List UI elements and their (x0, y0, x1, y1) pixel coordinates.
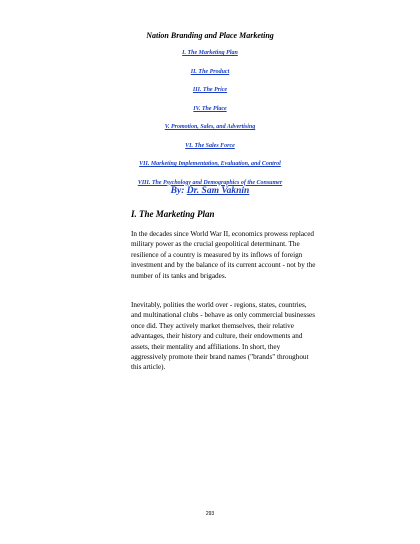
byline (0, 186, 420, 196)
table-of-contents (0, 48, 420, 196)
page-number: 293 (205, 511, 215, 517)
body-paragraph: In the decades since World War II, economics prowess replaced military power as the crucial geopolitical determinant. The resilience of a country is measured by its inflows of foreign investment and by the balance of its current account - not by the number of its tanks and brigades. (131, 230, 316, 280)
toc-item (0, 48, 420, 67)
toc-link-psychology[interactable]: VIII. The Psychology and Demographics of the Consumer (137, 179, 283, 186)
toc-link-sales-force[interactable]: VI. The Sales Force (185, 142, 235, 149)
toc-link-promotion[interactable]: V. Promotion, Sales, and Advertising (164, 124, 256, 130)
toc-item (0, 141, 420, 160)
toc-link-price[interactable]: III. The Price (192, 87, 228, 93)
toc-item (0, 159, 420, 178)
byline-prefix: By: (170, 186, 185, 196)
toc-item (0, 104, 420, 123)
toc-item (0, 67, 420, 86)
document-title: Nation Branding and Place Marketing (146, 31, 274, 40)
body-paragraph: Inevitably, polities the world over - regions, states, countries, and multinational clubs - behave as only commercial businesses once did. They actively market themselves, their relative advantages, their history and culture, their endowments and assets, their mentality and affiliations. In short, they aggressively promote their brand names ("brands" throughout this article). (131, 301, 316, 372)
toc-link-implementation[interactable]: VII. Marketing Implementation, Evaluation, and Control (139, 161, 281, 167)
toc-link-place[interactable]: IV. The Place (193, 105, 227, 112)
section-heading: I. The Marketing Plan (131, 209, 215, 219)
toc-link-product[interactable]: II. The Product (190, 68, 230, 75)
toc-item (0, 85, 420, 104)
author-link[interactable]: Dr. Sam Vaknin (186, 186, 250, 196)
toc-item (0, 122, 420, 141)
toc-link-marketing-plan[interactable]: I. The Marketing Plan (182, 50, 238, 56)
